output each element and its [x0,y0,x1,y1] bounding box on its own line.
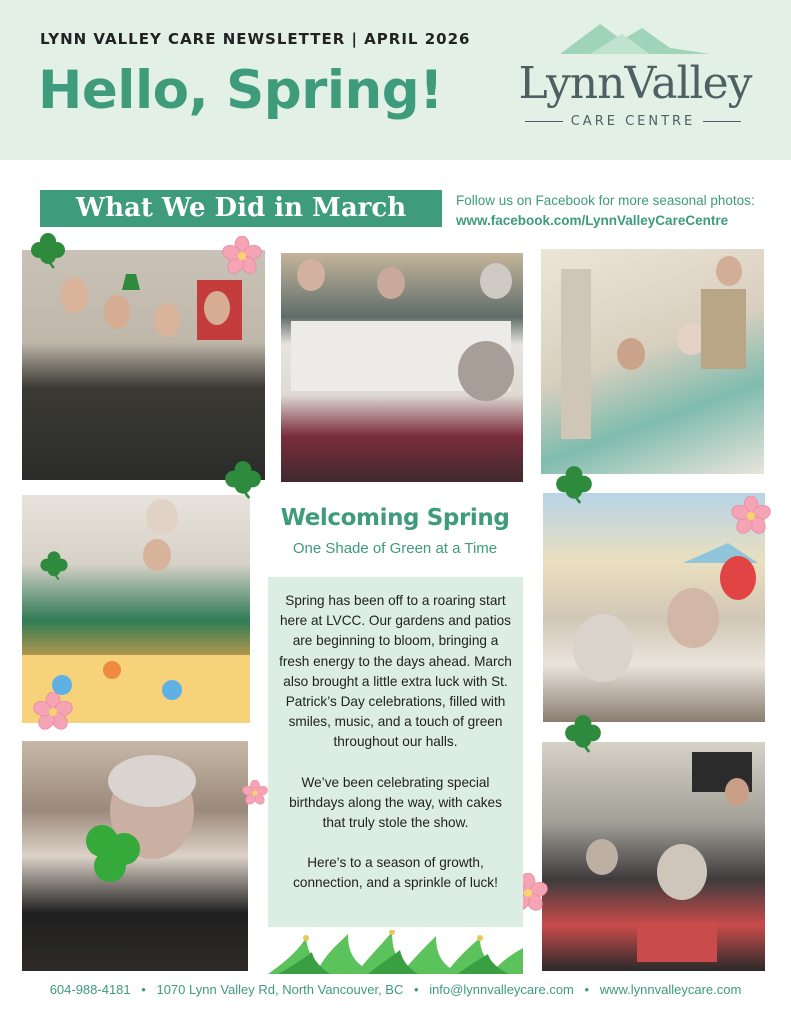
mountains-icon [560,18,710,58]
newsletter-kicker: LYNN VALLEY CARE NEWSLETTER | APRIL 2026 [40,30,471,48]
section-heading: What We Did in March [40,190,442,227]
footer-website[interactable]: www.lynnvalleycare.com [599,982,742,997]
cherry-blossom-icon [33,692,73,732]
footer-email[interactable]: info@lynnvalleycare.com [429,982,574,997]
cherry-blossom-icon [242,780,268,806]
footer-phone[interactable]: 604-988-4181 [49,982,131,997]
photo-staff-illustration [22,250,265,480]
shamrock-icon [562,712,604,754]
photo-hallway-illustration [541,249,764,474]
shamrock-icon [38,549,70,581]
cherry-blossom-icon [222,236,262,276]
article-paragraph: We’ve been celebrating special birthdays along the way, with cakes that truly stole the show. [289,774,502,831]
photo-craft-illustration [281,253,523,482]
article-title: Welcoming Spring [280,505,510,531]
article-paragraph: Here’s to a season of growth, connection, and a sprinkle of luck! [293,855,498,891]
footer-separator: • [584,982,590,997]
shamrock-icon [28,230,68,270]
photo-birthday-cake [22,495,250,723]
photo-gathering-illustration [542,742,765,971]
article-subtitle: One Shade of Green at a Time [292,540,498,557]
logo-name: LynnValley [518,58,752,109]
photo-resident-shamrock [22,741,248,971]
article-body [268,577,523,927]
facebook-promo-text: Follow us on Facebook for more seasonal photos: [456,193,755,208]
footer-separator: • [141,982,146,997]
article-paragraph: Spring has been off to a roaring start here at LVCC. Our gardens and patios are beginning to bloom, bringing a fresh energy to the days ahead. March also brought a little extra luck with St. Patrick’s Day celebrations, filled with smiles, music, and a touch of green throughout our halls. [279,593,512,750]
photo-cake-illustration [22,495,250,723]
photo-hallway-visit [541,249,764,474]
page-title: Hello, Spring! [38,60,443,121]
footer-contact [0,982,791,997]
photo-resident-illustration [22,741,248,971]
cherry-blossom-icon [731,496,771,536]
facebook-link[interactable]: www.facebook.com/LynnValleyCareCentre [456,213,729,228]
footer-separator: • [414,982,419,997]
logo [500,18,770,138]
photo-craft-table [281,253,523,482]
facebook-promo [456,191,755,231]
shamrock-icon [553,463,595,505]
photo-music-gathering [542,742,765,971]
shamrock-icon [222,458,264,500]
logo-subtitle: CARE CENTRE [500,114,766,129]
grass-icon [268,930,523,974]
photo-staff-st-patricks [22,250,265,480]
footer-address: 1070 Lynn Valley Rd, North Vancouver, BC [156,982,404,997]
